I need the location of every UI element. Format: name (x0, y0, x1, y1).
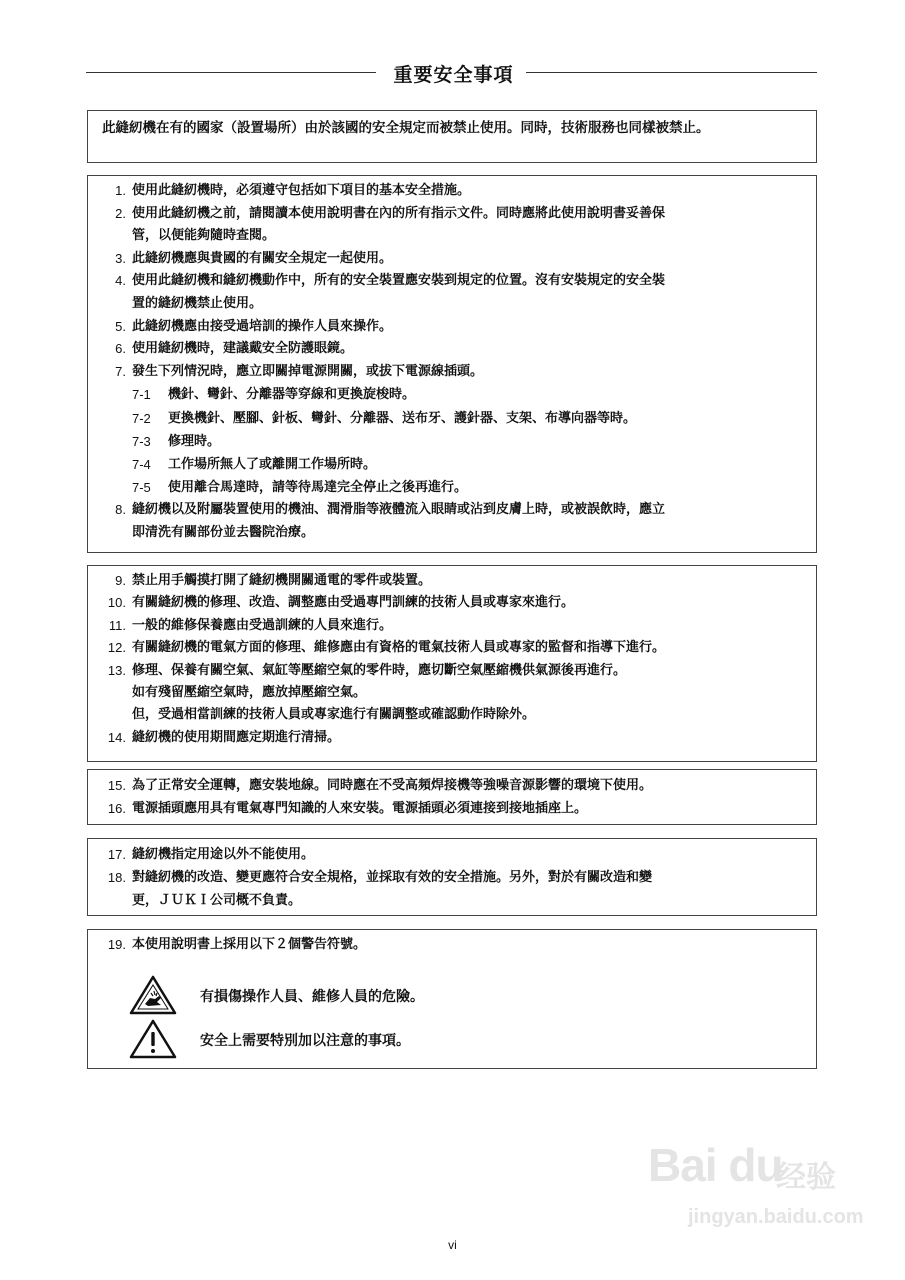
item-text: 有關縫紉機的電氣方面的修理、維修應由有資格的電氣技術人員或專家的監督和指導下進行。 (132, 640, 666, 656)
item-text: 使用此縫紉機時，必須遵守包括如下項目的基本安全措施。 (132, 183, 471, 198)
sub-item-text: 使用離合馬達時，請等待馬達完全停止之後再進行。 (168, 480, 468, 496)
list-item (88, 361, 816, 384)
item-text: 縫紉機以及附屬裝置使用的機油、潤滑脂等液體流入眼睛或沾到皮膚上時，或被誤飲時，應立 (132, 502, 666, 518)
warning-text: 安全上需要特別加以注意的事項。 (200, 1033, 410, 1049)
list-item (88, 637, 816, 659)
item-text: 使用此縫紉機之前，請閱讀本使用說明書在內的所有指示文件。同時應將此使用說明書妥善保 (132, 205, 666, 221)
page-number: vi (448, 1238, 457, 1252)
list-item (88, 203, 816, 226)
item-number: 16. (107, 801, 126, 816)
safety-box-1 (87, 175, 817, 553)
watermark-cn-text: 经验 (776, 1160, 836, 1195)
list-item (88, 248, 816, 271)
sub-item (88, 383, 816, 406)
list-item (88, 592, 816, 614)
sub-item-text: 機針、彎針、分離器等穿線和更換旋梭時。 (168, 387, 416, 403)
item-text: 電源插頭應用具有電氣專門知識的人來安裝。電源插頭必須連接到接地插座上。 (132, 801, 588, 816)
sub-item-text: 修理時。 (168, 433, 221, 449)
sub-item-number: 7-5 (132, 480, 151, 496)
item-text: 為了正常安全運轉，應安裝地線。同時應在不受高頻焊接機等強噪音源影響的環境下使用。 (132, 778, 653, 793)
item-text: 對縫紉機的改造、變更應符合安全規格，並採取有效的安全措施。另外，對於有關改造和變 (132, 870, 653, 885)
sub-item-number: 7-4 (132, 456, 151, 472)
list-item (88, 570, 816, 592)
caution-exclamation-icon (128, 1018, 178, 1060)
sub-item-text: 更換機針、壓腳、針板、彎針、分離器、送布牙、護針器、支架、布導向器等時。 (168, 410, 637, 426)
list-item (88, 934, 816, 957)
item-number: 12. (107, 640, 126, 656)
item-text: 即清洗有關部份並去醫院治療。 (132, 524, 315, 540)
item-text: 有關縫紉機的修理、改造、調整應由受過專門訓練的技術人員或專家來進行。 (132, 595, 575, 611)
item-text: 但，受過相當訓練的技術人員或專家進行有關調整或確認動作時除外。 (132, 707, 536, 723)
item-number: 2. (115, 205, 126, 221)
list-item (88, 704, 816, 726)
title-rule-right (526, 72, 817, 73)
intro-text: 此縫紉機在有的國家（設置場所）由於該國的安全規定而被禁止使用。同時，技術服務也同樣被禁止。 (102, 120, 710, 136)
watermark-url: jingyan.baidu.com (688, 1206, 864, 1228)
warning-text: 有損傷操作人員、維修人員的危險。 (200, 989, 424, 1005)
item-number: 3. (115, 250, 126, 266)
item-number: 4. (115, 273, 126, 289)
item-text: 發生下列情況時，應立即關掉電源開關，或拔下電源線插頭。 (132, 363, 484, 379)
item-number: 19. (107, 937, 126, 952)
item-text: 如有殘留壓縮空氣時，應放掉壓縮空氣。 (132, 685, 367, 701)
list-item (88, 270, 816, 293)
list-item (88, 866, 816, 889)
list-item (88, 615, 816, 637)
item-text: 此縫紉機應由接受過培訓的操作人員來操作。 (132, 318, 393, 334)
sub-item (88, 453, 816, 476)
list-item (88, 180, 816, 203)
item-number: 10. (107, 595, 126, 611)
item-number: 11. (108, 617, 126, 633)
item-text: 本使用說明書上採用以下２個警告符號。 (132, 937, 367, 952)
baidu-watermark (648, 1138, 898, 1248)
list-item (88, 682, 816, 704)
item-number: 17. (107, 847, 126, 862)
item-text: 使用此縫紉機和縫紉機動作中，所有的安全裝置應安裝到規定的位置。沒有安裝規定的安全裝 (132, 273, 666, 289)
sub-item-number: 7-3 (132, 433, 151, 449)
sub-item (88, 407, 816, 430)
safety-box-2 (87, 565, 817, 762)
list-item (88, 797, 816, 820)
hand-injury-warning-icon (128, 974, 178, 1016)
list-item (88, 889, 816, 912)
list-item (88, 316, 816, 339)
intro-box (87, 110, 817, 163)
safety-box-5 (87, 929, 817, 1069)
item-text: 縫紉機指定用途以外不能使用。 (132, 847, 315, 862)
list-item (88, 293, 816, 316)
item-text: 管，以便能夠隨時查閱。 (132, 228, 276, 244)
watermark-logo-text: Bai du (648, 1139, 783, 1191)
sub-item (88, 476, 816, 499)
warning-row-caution (128, 1018, 728, 1062)
list-item (88, 774, 816, 797)
list-item (88, 522, 816, 545)
warning-row-injury (128, 974, 728, 1018)
item-text: 縫紉機的使用期間應定期進行清掃。 (132, 729, 341, 745)
safety-box-3 (87, 769, 817, 825)
list-item (88, 225, 816, 248)
item-number: 5. (115, 318, 126, 334)
item-number: 7. (115, 363, 126, 379)
title-rule-left (86, 72, 376, 73)
list-item (88, 727, 816, 749)
list-item (88, 499, 816, 522)
item-text: 一般的維修保養應由受過訓練的人員來進行。 (132, 617, 393, 633)
title-row (86, 60, 817, 84)
safety-box-4 (87, 838, 817, 916)
item-text: 使用縫紉機時，建議戴安全防護眼鏡。 (132, 341, 354, 357)
item-number: 9. (115, 573, 126, 588)
sub-item-text: 工作場所無人了或離開工作場所時。 (168, 456, 377, 472)
item-text: 此縫紉機應與貴國的有關安全規定一起使用。 (132, 250, 393, 266)
item-text: 修理、保養有關空氣、氣缸等壓縮空氣的零件時，應切斷空氣壓縮機供氣源後再進行。 (132, 662, 627, 678)
item-number: 6. (115, 341, 126, 357)
item-text: 置的縫紉機禁止使用。 (132, 295, 263, 311)
item-number: 8. (115, 502, 126, 518)
sub-item-number: 7-1 (132, 387, 151, 403)
item-number: 18. (107, 870, 126, 885)
item-text: 更，ＪＵＫＩ公司概不負責。 (132, 893, 302, 908)
sub-item (88, 430, 816, 453)
list-item (88, 843, 816, 866)
item-number: 1. (115, 183, 126, 198)
item-number: 15. (107, 778, 126, 793)
page-title: 重要安全事項 (393, 64, 514, 86)
sub-item-number: 7-2 (132, 410, 151, 426)
list-item (88, 338, 816, 361)
item-number: 13. (107, 662, 126, 678)
list-item (88, 660, 816, 682)
item-text: 禁止用手觸摸打開了縫紉機開關通電的零件或裝置。 (132, 573, 432, 588)
item-number: 14. (107, 729, 126, 745)
